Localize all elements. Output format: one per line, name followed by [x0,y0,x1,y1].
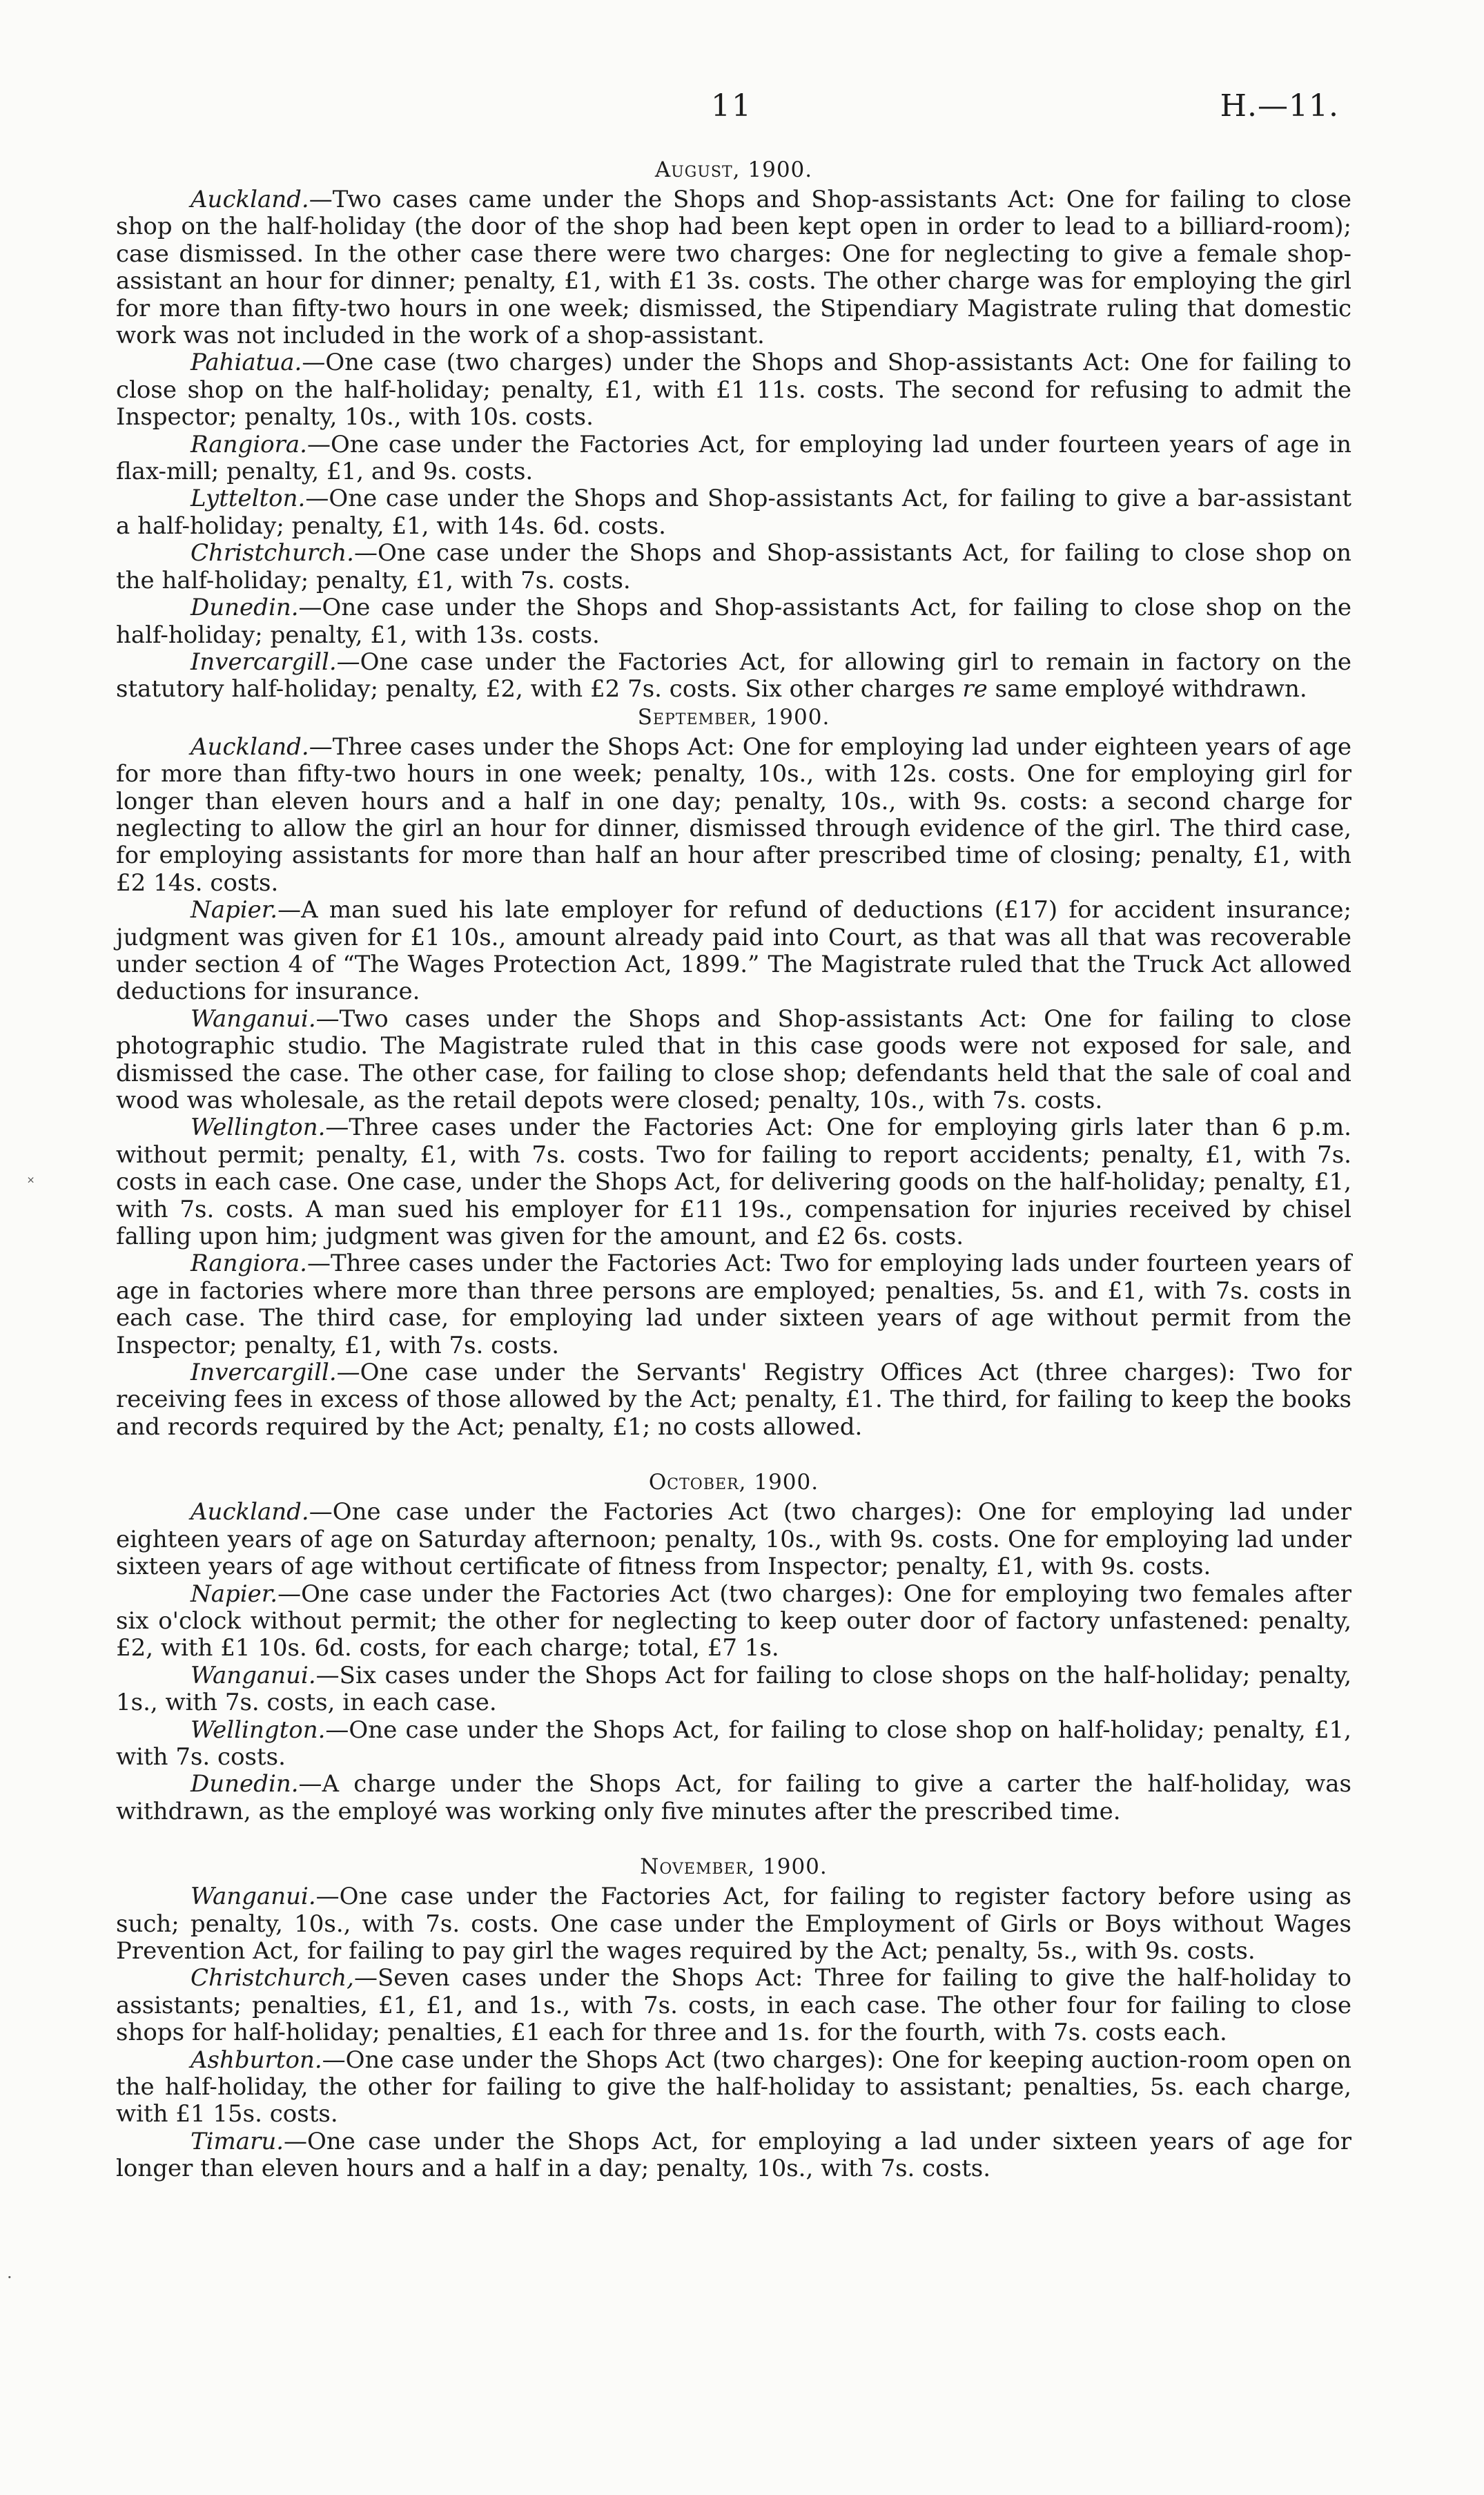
place-name: Dunedin. [191,594,299,622]
paragraph [116,2047,1351,2128]
place-name: Auckland. [191,732,309,761]
paragraph [116,897,1351,1006]
paragraph-text: —Two cases under the Shops and Shop-assistants Act: One for failing to close photographic studio. The Magistrate ruled that in this case goods were not exposed for sale, and dismissed the case. The other case, for failing to close shop; defendants held that the sale of coal and wood was wholesale, as the retail depots were closed; penalty, 10s., with 7s. costs. [116,1004,1351,1114]
document-reference: H.—11. [1220,88,1339,124]
place-name: Ashburton. [191,2046,322,2074]
place-name: Christchurch, [191,1964,354,1992]
paragraph [116,349,1351,431]
paragraph [116,2128,1351,2183]
paragraph [116,186,1351,349]
paragraph-text: —One case under the Shops and Shop-assistants Act, for failing to give a bar-assistant a half-holiday; penalty, £1, with 14s. 6d. costs. [116,485,1351,540]
paragraph [116,485,1351,540]
paragraph-text: —One case under the Factories Act (two charges): One for employing two females after six o'clock without permit; the other for neglecting to keep outer door of factory unfastened: penalty, £2, with £1 10s. 6d. costs, for each charge; total, £7 1s. [116,1580,1351,1662]
place-name: Wellington. [191,1114,326,1142]
paragraph-text: —Two cases came under the Shops and Shop-assistants Act: One for failing to close shop on the half-holiday (the door of the shop had been kept open in order to lead to a billiard-room); case dismissed. In the other case there were two charges: One for neglecting to give a female shop-assistant an hour for dinner; penalty, £1, with £1 3s. costs. The other charge was for employing the girl for more than fifty-two hours in one week; dismissed, the Stipendiary Magistrate ruling that domestic work was not included in the work of a shop-assistant. [116,186,1351,350]
page-number: 11 [711,88,752,124]
paragraph [116,431,1351,486]
paragraph [116,1662,1351,1717]
paragraph [116,1006,1351,1115]
paragraph [116,1499,1351,1580]
paragraph-text: —One case under the Factories Act (two charges): One for employing lad under eighteen years of age on Saturday afternoon; penalty, 10s., with 9s. costs. One for employing lad under sixteen years of age without certificate of fitness from Inspector; penalty, £1, with 9s. costs. [116,1498,1351,1581]
section-heading-october: October, 1900. [648,1470,819,1495]
place-name: Timaru. [191,2127,284,2155]
place-name: Rangiora. [191,430,307,458]
paragraph-text: —A charge under the Shops Act, for failing to give a carter the half-holiday, was withdrawn, as the employé was working only five minutes after the prescribed time. [116,1770,1351,1825]
place-name: Napier. [191,1580,278,1608]
place-name: Wanganui. [191,1004,316,1033]
paragraph [116,1717,1351,1771]
place-name: Lyttelton. [191,485,306,513]
margin-speck-mark: ˟ [28,1174,35,1193]
place-name: Wanganui. [191,1883,316,1911]
paragraph-text: —One case under the Factories Act, for employing lad under fourteen years of age in flax-mill; penalty, £1, and 9s. costs. [116,430,1351,486]
paragraph-text: —Three cases under the Factories Act: One for employing girls later than 6 p.m. without permit; penalty, £1, with 7s. costs. Two for failing to report accidents; penalty, £1, with 7s. costs in each case. One case, under the Shops Act, for delivering goods on the half-holiday; penalty, £1, with 7s. costs. A man sued his employer for £11 19s., compensation for injuries received by chisel falling upon him; judgment was given for the amount, and £2 6s. costs. [116,1114,1351,1251]
paragraph-text: —One case under the Shops Act, for employing a lad under sixteen years of age for longer than eleven hours and a half in a day; penalty, 10s., with 7s. costs. [116,2127,1351,2183]
paragraph [116,1114,1351,1250]
section-heading-september: September, 1900. [637,704,830,730]
latin-re: re [962,675,988,703]
paragraph [116,1771,1351,1825]
paragraph-text: —One case under the Factories Act, for allowing girl to remain in factory on the statutory half-holiday; penalty, £2, with £2 7s. costs. Six other charges [116,648,1351,703]
paragraph-text: —Seven cases under the Shops Act: Three for failing to give the half-holiday to assistants; penalties, £1, £1, and 1s., with 7s. costs, in each case. The other four for failing to close shops for half-holiday; penalties, £1 each for three and 1s. for the fourth, with 7s. costs each. [116,1964,1351,2047]
place-name: Auckland. [191,186,309,213]
place-name: Pahiatua. [191,349,302,377]
paragraph-text: —One case under the Servants' Registry Offices Act (three charges): Two for receiving fees in excess of those allowed by the Act; penalty, £1. The third, for failing to keep the books and records required by the Act; penalty, £1; no costs allowed. [116,1359,1351,1441]
paragraph-text: —One case under the Factories Act, for failing to register factory before using as such; penalty, 10s., with 7s. costs. One case under the Employment of Girls or Boys without Wages Prevention Act, for failing to pay girl the wages required by the Act; penalty, 5s., with 9s. costs. [116,1883,1351,1965]
place-name: Auckland. [191,1498,309,1526]
place-name: Wanganui. [191,1661,316,1689]
paragraph [116,1250,1351,1359]
paragraph-text: same employé withdrawn. [987,675,1307,703]
place-name: Napier. [191,896,278,924]
place-name: Wellington. [191,1716,326,1744]
paragraph-text: —Three cases under the Factories Act: Two for employing lads under fourteen years of age in factories where more than three persons are employed; penalties, 5s. and £1, with 7s. costs in each case. The third case, for employing lad under sixteen years of age without permit from the Inspector; penalty, £1, with 7s. costs. [116,1250,1351,1359]
paragraph-text: —One case under the Shops and Shop-assistants Act, for failing to close shop on the half-holiday; penalty, £1, with 13s. costs. [116,594,1351,649]
place-name: Dunedin. [191,1770,299,1798]
section-heading-november: November, 1900. [640,1854,828,1880]
paragraph [116,649,1351,703]
place-name: Rangiora. [191,1250,307,1278]
paragraph-text: —One case (two charges) under the Shops and Shop-assistants Act: One for failing to close shop on the half-holiday; penalty, £1, with £1 11s. costs. The second for refusing to admit the Inspector; penalty, 10s., with 10s. costs. [116,349,1351,431]
margin-speck-mark: · [7,2268,12,2287]
paragraph-text: —A man sued his late employer for refund of deductions (£17) for accident insurance; judgment was given for £1 10s., amount already paid into Court, as that was all that was recoverable under section 4 of “The Wages Protection Act, 1899.” The Magistrate ruled that the Truck Act allowed deductions for insurance. [116,896,1351,1006]
paragraph-text: —Six cases under the Shops Act for failing to close shops on the half-holiday; penalty, 1s., with 7s. costs, in each case. [116,1661,1351,1717]
section-heading-august: August, 1900. [654,157,813,182]
paragraph-text: —One case under the Shops Act, for failing to close shop on half-holiday; penalty, £1, with 7s. costs. [116,1716,1351,1771]
place-name: Invercargill. [191,648,337,676]
paragraph-text: —Three cases under the Shops Act: One for employing lad under eighteen years of age for more than fifty-two hours in one week; penalty, 10s., with 12s. costs. One for employing girl for longer than eleven hours and a half in one day; penalty, 10s., with 9s. costs: a second charge for neglecting to allow the girl an hour for dinner, dismissed through evidence of the girl. The third case, for employing assistants for more than half an hour after prescribed time of closing; penalty, £1, with £2 14s. costs. [116,732,1351,897]
paragraph-text: —One case under the Shops and Shop-assistants Act, for failing to close shop on the half-holiday; penalty, £1, with 7s. costs. [116,539,1351,594]
paragraph-text: —One case under the Shops Act (two charges): One for keeping auction-room open on the half-holiday, the other for failing to give the half-holiday to assistant; penalties, 5s. each charge, with £1 15s. costs. [116,2046,1351,2128]
paragraph [116,1883,1351,1965]
paragraph [116,734,1351,897]
paragraph [116,594,1351,649]
paragraph [116,1581,1351,1662]
place-name: Invercargill. [191,1359,337,1387]
paragraph [116,1359,1351,1441]
document-body [116,146,1351,2183]
place-name: Christchurch. [191,539,354,567]
paragraph [116,540,1351,594]
paragraph [116,1965,1351,2046]
